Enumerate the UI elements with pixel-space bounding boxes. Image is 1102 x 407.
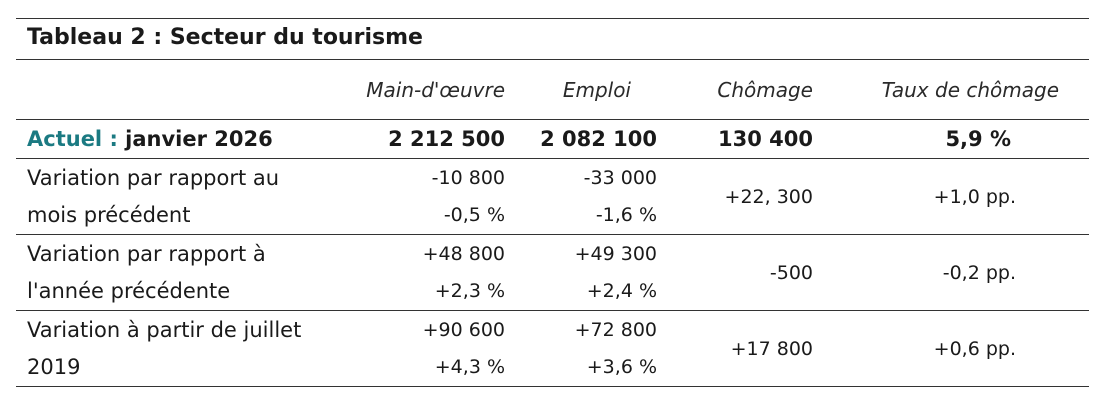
current-label [16, 120, 356, 159]
tourism-table [16, 18, 1089, 387]
row-label [16, 159, 356, 235]
main-oeuvre-cell [356, 235, 511, 311]
taux-cell: +1,0 pp. [848, 159, 1089, 235]
emploi-abs: -33 000 [583, 166, 657, 189]
header-main-oeuvre: Main-d'œuvre [356, 60, 511, 120]
variation-row-since-2019 [16, 311, 1089, 387]
current-main-oeuvre: 2 212 500 [356, 120, 511, 159]
current-emploi: 2 082 100 [511, 120, 663, 159]
taux-cell: -0,2 pp. [848, 235, 1089, 311]
row-label [16, 311, 356, 387]
main-oeuvre-abs: -10 800 [431, 166, 505, 189]
main-oeuvre-cell [356, 311, 511, 387]
main-oeuvre-cell [356, 159, 511, 235]
main-oeuvre-pct: -0,5 % [443, 203, 505, 226]
main-oeuvre-pct: +2,3 % [434, 279, 505, 302]
chomage-cell: +17 800 [663, 311, 848, 387]
current-taux: 5,9 % [848, 120, 1089, 159]
current-chomage: 130 400 [663, 120, 848, 159]
main-oeuvre-pct: +4,3 % [434, 355, 505, 378]
chomage-cell: -500 [663, 235, 848, 311]
table-title: Tableau 2 : Secteur du tourisme [16, 18, 1089, 60]
row-label-line1: Variation par rapport à [27, 241, 266, 266]
emploi-pct: -1,6 % [595, 203, 657, 226]
variation-row-month [16, 159, 1089, 235]
header-taux-chomage: Taux de chômage [848, 60, 1089, 120]
emploi-cell [511, 159, 663, 235]
emploi-pct: +2,4 % [586, 279, 657, 302]
current-period: janvier 2026 [117, 127, 273, 151]
row-label-line2: l'année précédente [27, 278, 231, 303]
emploi-abs: +72 800 [574, 318, 657, 341]
row-label-line1: Variation par rapport au [27, 165, 280, 190]
header-empty-cell [16, 60, 356, 120]
main-oeuvre-abs: +90 600 [422, 318, 505, 341]
data-table [16, 60, 1089, 387]
chomage-cell: +22, 300 [663, 159, 848, 235]
variation-row-year [16, 235, 1089, 311]
emploi-cell [511, 311, 663, 387]
current-prefix: Actuel : [27, 127, 118, 151]
row-label-line1: Variation à partir de juillet [27, 317, 302, 342]
header-emploi: Emploi [511, 60, 663, 120]
main-oeuvre-abs: +48 800 [422, 242, 505, 265]
row-label-line2: 2019 [27, 354, 81, 379]
emploi-cell [511, 235, 663, 311]
emploi-abs: +49 300 [574, 242, 657, 265]
header-row [16, 60, 1089, 120]
header-chomage: Chômage [663, 60, 848, 120]
taux-cell: +0,6 pp. [848, 311, 1089, 387]
emploi-pct: +3,6 % [586, 355, 657, 378]
row-label [16, 235, 356, 311]
current-row [16, 120, 1089, 159]
row-label-line2: mois précédent [27, 202, 191, 227]
